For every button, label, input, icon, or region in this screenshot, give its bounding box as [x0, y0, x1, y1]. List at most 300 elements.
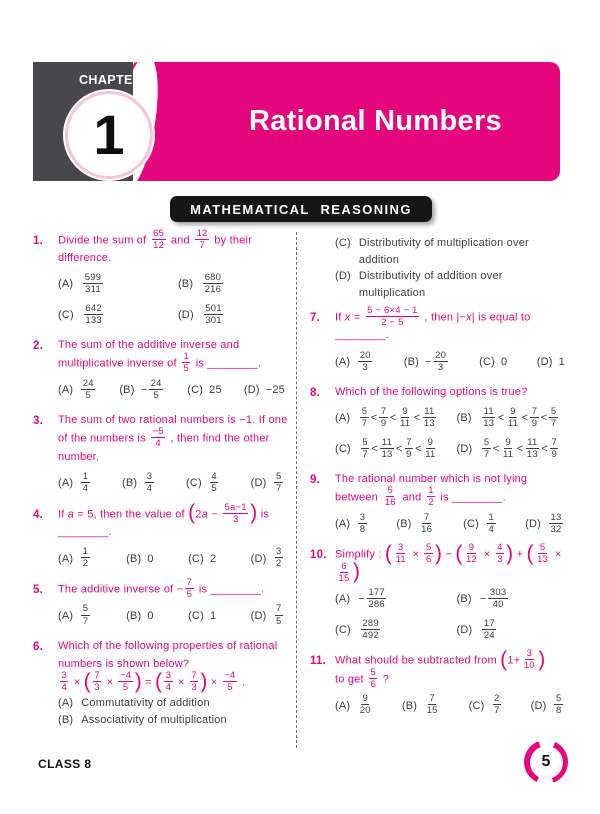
- option-D: [525, 511, 565, 535]
- numerator: 2: [494, 693, 500, 705]
- option-B: [457, 586, 570, 613]
- text-run: , then |−: [421, 311, 467, 324]
- option-A: [335, 349, 374, 373]
- text-run: <: [540, 412, 548, 425]
- option-label: (D): [177, 309, 194, 322]
- fraction: [379, 406, 387, 429]
- option-label: (D): [335, 270, 351, 282]
- numerator: 1: [488, 511, 495, 523]
- option-label: (A): [335, 412, 351, 425]
- text-run: <: [413, 412, 421, 425]
- right-paren: ): [200, 669, 208, 693]
- chapter-number-badge: [65, 91, 153, 179]
- option-value: [202, 303, 225, 327]
- option-value: [485, 511, 497, 535]
- text-run: <: [492, 443, 500, 456]
- denominator: 9: [406, 449, 412, 461]
- chapter-number: 1: [93, 103, 125, 166]
- question-4: [33, 501, 289, 573]
- option-C: [187, 382, 222, 399]
- option-C: [335, 436, 457, 463]
- denominator: 13: [423, 418, 435, 430]
- options: [58, 376, 289, 404]
- fraction: [420, 512, 434, 535]
- option-A: [58, 377, 97, 401]
- numerator: 5: [550, 405, 557, 417]
- variable: a: [201, 508, 208, 521]
- fraction: [151, 426, 165, 449]
- numerator: 7: [276, 603, 282, 615]
- option-value: [423, 693, 441, 717]
- fraction: [274, 471, 282, 494]
- numerator: 1: [428, 484, 434, 496]
- fraction: [465, 542, 479, 565]
- denominator: 7: [494, 705, 500, 717]
- option-value: [273, 546, 285, 570]
- numerator: 5: [555, 693, 562, 705]
- option-label: (C): [479, 355, 495, 368]
- option-label: (A): [58, 384, 74, 397]
- denominator: 6: [425, 554, 432, 566]
- text-run: <: [371, 443, 378, 456]
- options: [58, 695, 289, 729]
- option-label: (C): [186, 477, 202, 490]
- option-D: [530, 693, 565, 717]
- fraction: [366, 305, 420, 328]
- denominator: 7: [483, 449, 490, 461]
- option-label: (D): [250, 552, 267, 565]
- text-run: 2: [195, 508, 202, 521]
- numerator: 7: [380, 405, 387, 417]
- option-C: [188, 608, 216, 625]
- question-text: [58, 576, 289, 600]
- chapter-title: Rational Numbers: [249, 105, 502, 137]
- numerator: 7: [406, 436, 412, 448]
- denominator: 4: [146, 483, 153, 495]
- option-value: [147, 608, 153, 625]
- option-C: [335, 235, 569, 268]
- option-value: [358, 586, 388, 611]
- numerator: 4: [497, 542, 503, 554]
- option-label: (C): [335, 237, 351, 249]
- fraction: [361, 618, 380, 641]
- option-value: [552, 693, 564, 717]
- options: [335, 510, 569, 538]
- question-number: 10.: [310, 549, 327, 562]
- option-label: (D): [250, 477, 267, 490]
- right-paren: ): [538, 647, 546, 671]
- option-label: (D): [525, 518, 541, 531]
- numerator: 7: [531, 405, 538, 417]
- fraction: [182, 351, 190, 374]
- denominator: 3: [497, 554, 503, 566]
- option-A: [335, 586, 457, 613]
- option-label: (C): [335, 624, 351, 637]
- denominator: 5: [122, 682, 129, 693]
- denominator: 12: [153, 240, 165, 252]
- numerator: 9: [427, 436, 434, 448]
- numerator: 24: [150, 377, 162, 389]
- text-run: 0: [147, 609, 154, 622]
- fraction: [394, 542, 407, 565]
- numerator: 3: [146, 470, 153, 482]
- text-run: to get: [335, 673, 367, 686]
- option-label: (B): [403, 355, 419, 368]
- fraction: [425, 693, 439, 716]
- option-B: [178, 271, 289, 298]
- option-A: [58, 470, 92, 495]
- fraction: [203, 272, 222, 295]
- option-label: (B): [122, 477, 138, 490]
- option-value: [79, 377, 97, 401]
- question-number: 5.: [33, 583, 43, 596]
- question-body: [335, 471, 569, 538]
- question-3: [33, 412, 289, 497]
- option-B: [396, 511, 435, 535]
- option-value: [79, 546, 91, 570]
- option-A: [335, 405, 457, 432]
- denominator: 13: [381, 449, 393, 461]
- text-run: What should be subtracted from: [335, 654, 501, 667]
- option-label: (A): [58, 552, 74, 565]
- denominator: 5: [186, 588, 193, 600]
- numerator: 3: [526, 648, 533, 660]
- option-D: [250, 603, 285, 627]
- fraction: [549, 406, 557, 429]
- text-run: Distributivity of addition over multiplication: [358, 270, 503, 299]
- fraction: [81, 471, 89, 494]
- question-text: [58, 337, 289, 373]
- text-run: −: [140, 384, 148, 397]
- question-continued: [310, 232, 569, 301]
- numerator: 7: [186, 576, 193, 588]
- fraction: [358, 350, 372, 373]
- question-number: 7.: [310, 312, 320, 324]
- text-run: If: [58, 508, 68, 521]
- numerator: 6: [341, 560, 347, 572]
- section-banner: [170, 196, 432, 222]
- numerator: 7: [429, 693, 435, 705]
- option-value: [425, 349, 450, 373]
- question-11: [310, 647, 569, 720]
- variable: x: [466, 311, 472, 324]
- question-body: [335, 384, 569, 463]
- numerator: 11: [483, 405, 494, 417]
- question-body: [58, 576, 289, 630]
- denominator: 133: [85, 315, 102, 327]
- option-label: (C): [335, 443, 351, 456]
- numerator: 5: [425, 542, 432, 554]
- denominator: 4: [82, 483, 89, 495]
- fraction: [83, 272, 102, 295]
- option-label: (B): [126, 552, 142, 565]
- denominator: 5: [85, 389, 91, 401]
- denominator: 2 − 5: [381, 317, 404, 329]
- fraction: [424, 542, 432, 565]
- numerator: 303: [489, 586, 507, 598]
- numerator: −4: [224, 669, 236, 681]
- option-label: (D): [250, 609, 267, 622]
- numerator: 5a−1: [224, 501, 247, 513]
- option-value: [480, 405, 560, 430]
- text-run: 2: [209, 552, 217, 565]
- denominator: 11: [425, 449, 436, 461]
- options: [335, 235, 569, 301]
- options: [58, 602, 289, 630]
- option-value: [273, 603, 285, 627]
- fraction: [427, 485, 435, 508]
- option-B: [126, 551, 154, 568]
- fraction: [549, 512, 563, 535]
- denominator: 8: [359, 523, 366, 535]
- numerator: 1: [82, 546, 89, 558]
- denominator: 4: [488, 523, 495, 535]
- text-run: 25: [209, 384, 222, 397]
- fraction: [361, 437, 369, 460]
- option-value: [479, 586, 510, 611]
- numerator: 3: [359, 511, 366, 523]
- option-B: [403, 349, 450, 373]
- option-D: [457, 617, 570, 644]
- option-value: [140, 377, 166, 401]
- option-value: [266, 382, 285, 399]
- fraction: [149, 378, 163, 401]
- denominator: 15: [426, 705, 438, 717]
- right-paren: ): [134, 669, 142, 693]
- question-text: [58, 501, 289, 542]
- right-paren: ): [352, 560, 361, 584]
- text-run: ×: [103, 676, 117, 689]
- options: [335, 348, 569, 376]
- options: [58, 545, 289, 573]
- text-run: 0: [147, 552, 154, 565]
- right-paren: ): [506, 541, 514, 565]
- option-B: [401, 693, 441, 717]
- denominator: 4: [155, 438, 161, 450]
- option-value: [79, 470, 91, 495]
- question-number: 8.: [310, 387, 320, 400]
- text-run: 0: [500, 355, 508, 368]
- option-B: [119, 377, 165, 401]
- text-run: <: [395, 443, 403, 456]
- denominator: 11: [399, 418, 411, 430]
- fraction: [81, 546, 89, 569]
- denominator: 20: [359, 705, 371, 717]
- option-value: [209, 382, 222, 399]
- left-paren: (: [384, 541, 393, 565]
- text-run: <: [521, 412, 529, 425]
- denominator: 4: [61, 682, 67, 693]
- option-label: (C): [463, 518, 480, 531]
- numerator: 24: [82, 377, 94, 389]
- option-label: (A): [335, 699, 351, 712]
- question-number: 6.: [33, 641, 43, 654]
- numerator: 5: [361, 405, 368, 417]
- numerator: 5: [539, 542, 546, 554]
- question-text: [58, 228, 289, 268]
- question-text: [335, 384, 569, 402]
- fraction: [434, 350, 448, 373]
- question-5: [33, 576, 289, 630]
- denominator: 11: [502, 449, 514, 461]
- text-run: and: [399, 491, 425, 504]
- denominator: 16: [421, 523, 433, 535]
- denominator: 286: [368, 599, 385, 611]
- option-D: [250, 470, 285, 495]
- text-run: .: [238, 676, 246, 689]
- denominator: 3: [191, 682, 197, 693]
- fraction: [118, 670, 132, 693]
- option-value: [359, 617, 382, 642]
- denominator: 2: [276, 558, 282, 570]
- denominator: 7: [550, 418, 557, 430]
- text-run: is ________.: [195, 583, 265, 596]
- question-1: [33, 228, 289, 329]
- denominator: 216: [204, 284, 222, 296]
- text-run: <: [415, 443, 422, 456]
- option-value: [491, 693, 503, 717]
- text-run: <: [389, 412, 397, 425]
- numerator: 642: [85, 303, 102, 315]
- text-run: ×: [207, 676, 221, 689]
- question-number: 11.: [310, 655, 326, 668]
- option-value: [356, 511, 368, 535]
- numerator: 4: [211, 470, 217, 482]
- option-label: (C): [187, 384, 204, 397]
- text-run: is ________.: [58, 508, 270, 538]
- text-run: | is equal to: [471, 311, 531, 324]
- denominator: 3: [232, 513, 239, 525]
- text-run: −: [207, 508, 222, 521]
- denominator: 11: [395, 554, 406, 566]
- numerator: 20: [435, 349, 447, 361]
- text-run: ×: [70, 676, 84, 689]
- option-value: [210, 608, 216, 625]
- option-value: [147, 551, 153, 568]
- fraction: [164, 670, 172, 693]
- option-value: [418, 511, 436, 535]
- left-paren: (: [83, 669, 91, 693]
- question-body: [58, 228, 289, 329]
- option-label: (C): [58, 309, 74, 322]
- option-label: (C): [188, 609, 204, 622]
- option-value: [143, 470, 155, 495]
- numerator: 289: [362, 617, 379, 629]
- denominator: 16: [384, 497, 396, 509]
- denominator: 9: [551, 449, 557, 461]
- fraction: [506, 406, 519, 429]
- option-value: [356, 349, 374, 373]
- numerator: 599: [84, 272, 102, 284]
- denominator: 5: [211, 483, 217, 495]
- option-A: [58, 603, 92, 627]
- option-value: [559, 354, 565, 371]
- chapter-label: CHAPTER: [79, 73, 143, 87]
- fraction: [367, 587, 386, 610]
- text-run: The sum of the additive inverse and multiplicative inverse of: [58, 339, 240, 370]
- denominator: 32: [550, 523, 562, 535]
- question-text: [58, 412, 289, 466]
- fraction: [210, 471, 218, 494]
- text-run: ×: [174, 676, 188, 689]
- text-run: , then find the other number.: [58, 432, 270, 463]
- denominator: 311: [85, 284, 101, 296]
- option-label: (D): [456, 624, 473, 637]
- fraction: [501, 437, 514, 460]
- text-run: Associativity of multiplication: [81, 714, 227, 727]
- option-label: (B): [456, 412, 472, 425]
- denominator: 6: [370, 678, 376, 690]
- fraction: [536, 542, 550, 565]
- fraction: [358, 512, 366, 535]
- fraction: [525, 437, 539, 460]
- fraction: [550, 437, 558, 460]
- denominator: 7: [199, 240, 205, 252]
- numerator: 13: [550, 511, 562, 523]
- fraction: [81, 603, 89, 626]
- question-text: [335, 647, 569, 690]
- option-value: [81, 712, 227, 729]
- numerator: 11: [424, 405, 435, 417]
- option-B: [122, 470, 156, 495]
- numerator: 7: [423, 511, 430, 523]
- denominator: 11: [507, 418, 519, 430]
- denominator: 13: [483, 418, 495, 430]
- fraction: [185, 577, 193, 600]
- denominator: 8: [555, 705, 562, 717]
- right-paren: ): [434, 541, 443, 565]
- numerator: 20: [359, 349, 371, 361]
- fraction: [358, 693, 372, 716]
- question-text: [335, 471, 569, 507]
- option-D: [244, 382, 285, 399]
- option-label: (B): [456, 593, 472, 606]
- numerator: 9: [510, 405, 516, 417]
- denominator: 4: [165, 682, 172, 693]
- text-run: The rational number which is not lying between: [335, 473, 528, 504]
- denominator: 3: [94, 682, 100, 693]
- text-run: =: [141, 676, 156, 689]
- question-7: [310, 305, 569, 376]
- option-value: [359, 436, 439, 461]
- fraction: [60, 670, 68, 693]
- denominator: 15: [338, 572, 350, 584]
- question-body: [335, 541, 569, 644]
- text-run: Which of the following options is true?: [335, 386, 528, 399]
- option-A: [58, 695, 289, 712]
- left-column: [33, 228, 289, 737]
- text-run: is ________.: [437, 491, 506, 504]
- fraction: [84, 303, 103, 326]
- fraction: [190, 670, 198, 693]
- left-paren: (: [188, 501, 196, 525]
- numerator: 1: [82, 470, 89, 482]
- chapter-title-banner: [133, 62, 560, 181]
- numerator: 7: [191, 669, 197, 681]
- left-paren: (: [455, 541, 463, 565]
- fraction: [398, 406, 411, 429]
- option-D: [335, 268, 569, 301]
- fraction: [422, 406, 436, 429]
- option-label: (A): [58, 477, 74, 490]
- numerator: 5: [370, 666, 376, 678]
- option-value: [210, 551, 216, 568]
- option-C: [186, 470, 220, 495]
- numerator: 9: [402, 405, 408, 417]
- option-D: [250, 546, 285, 570]
- option-value: [359, 235, 569, 268]
- numerator: 5: [82, 603, 89, 615]
